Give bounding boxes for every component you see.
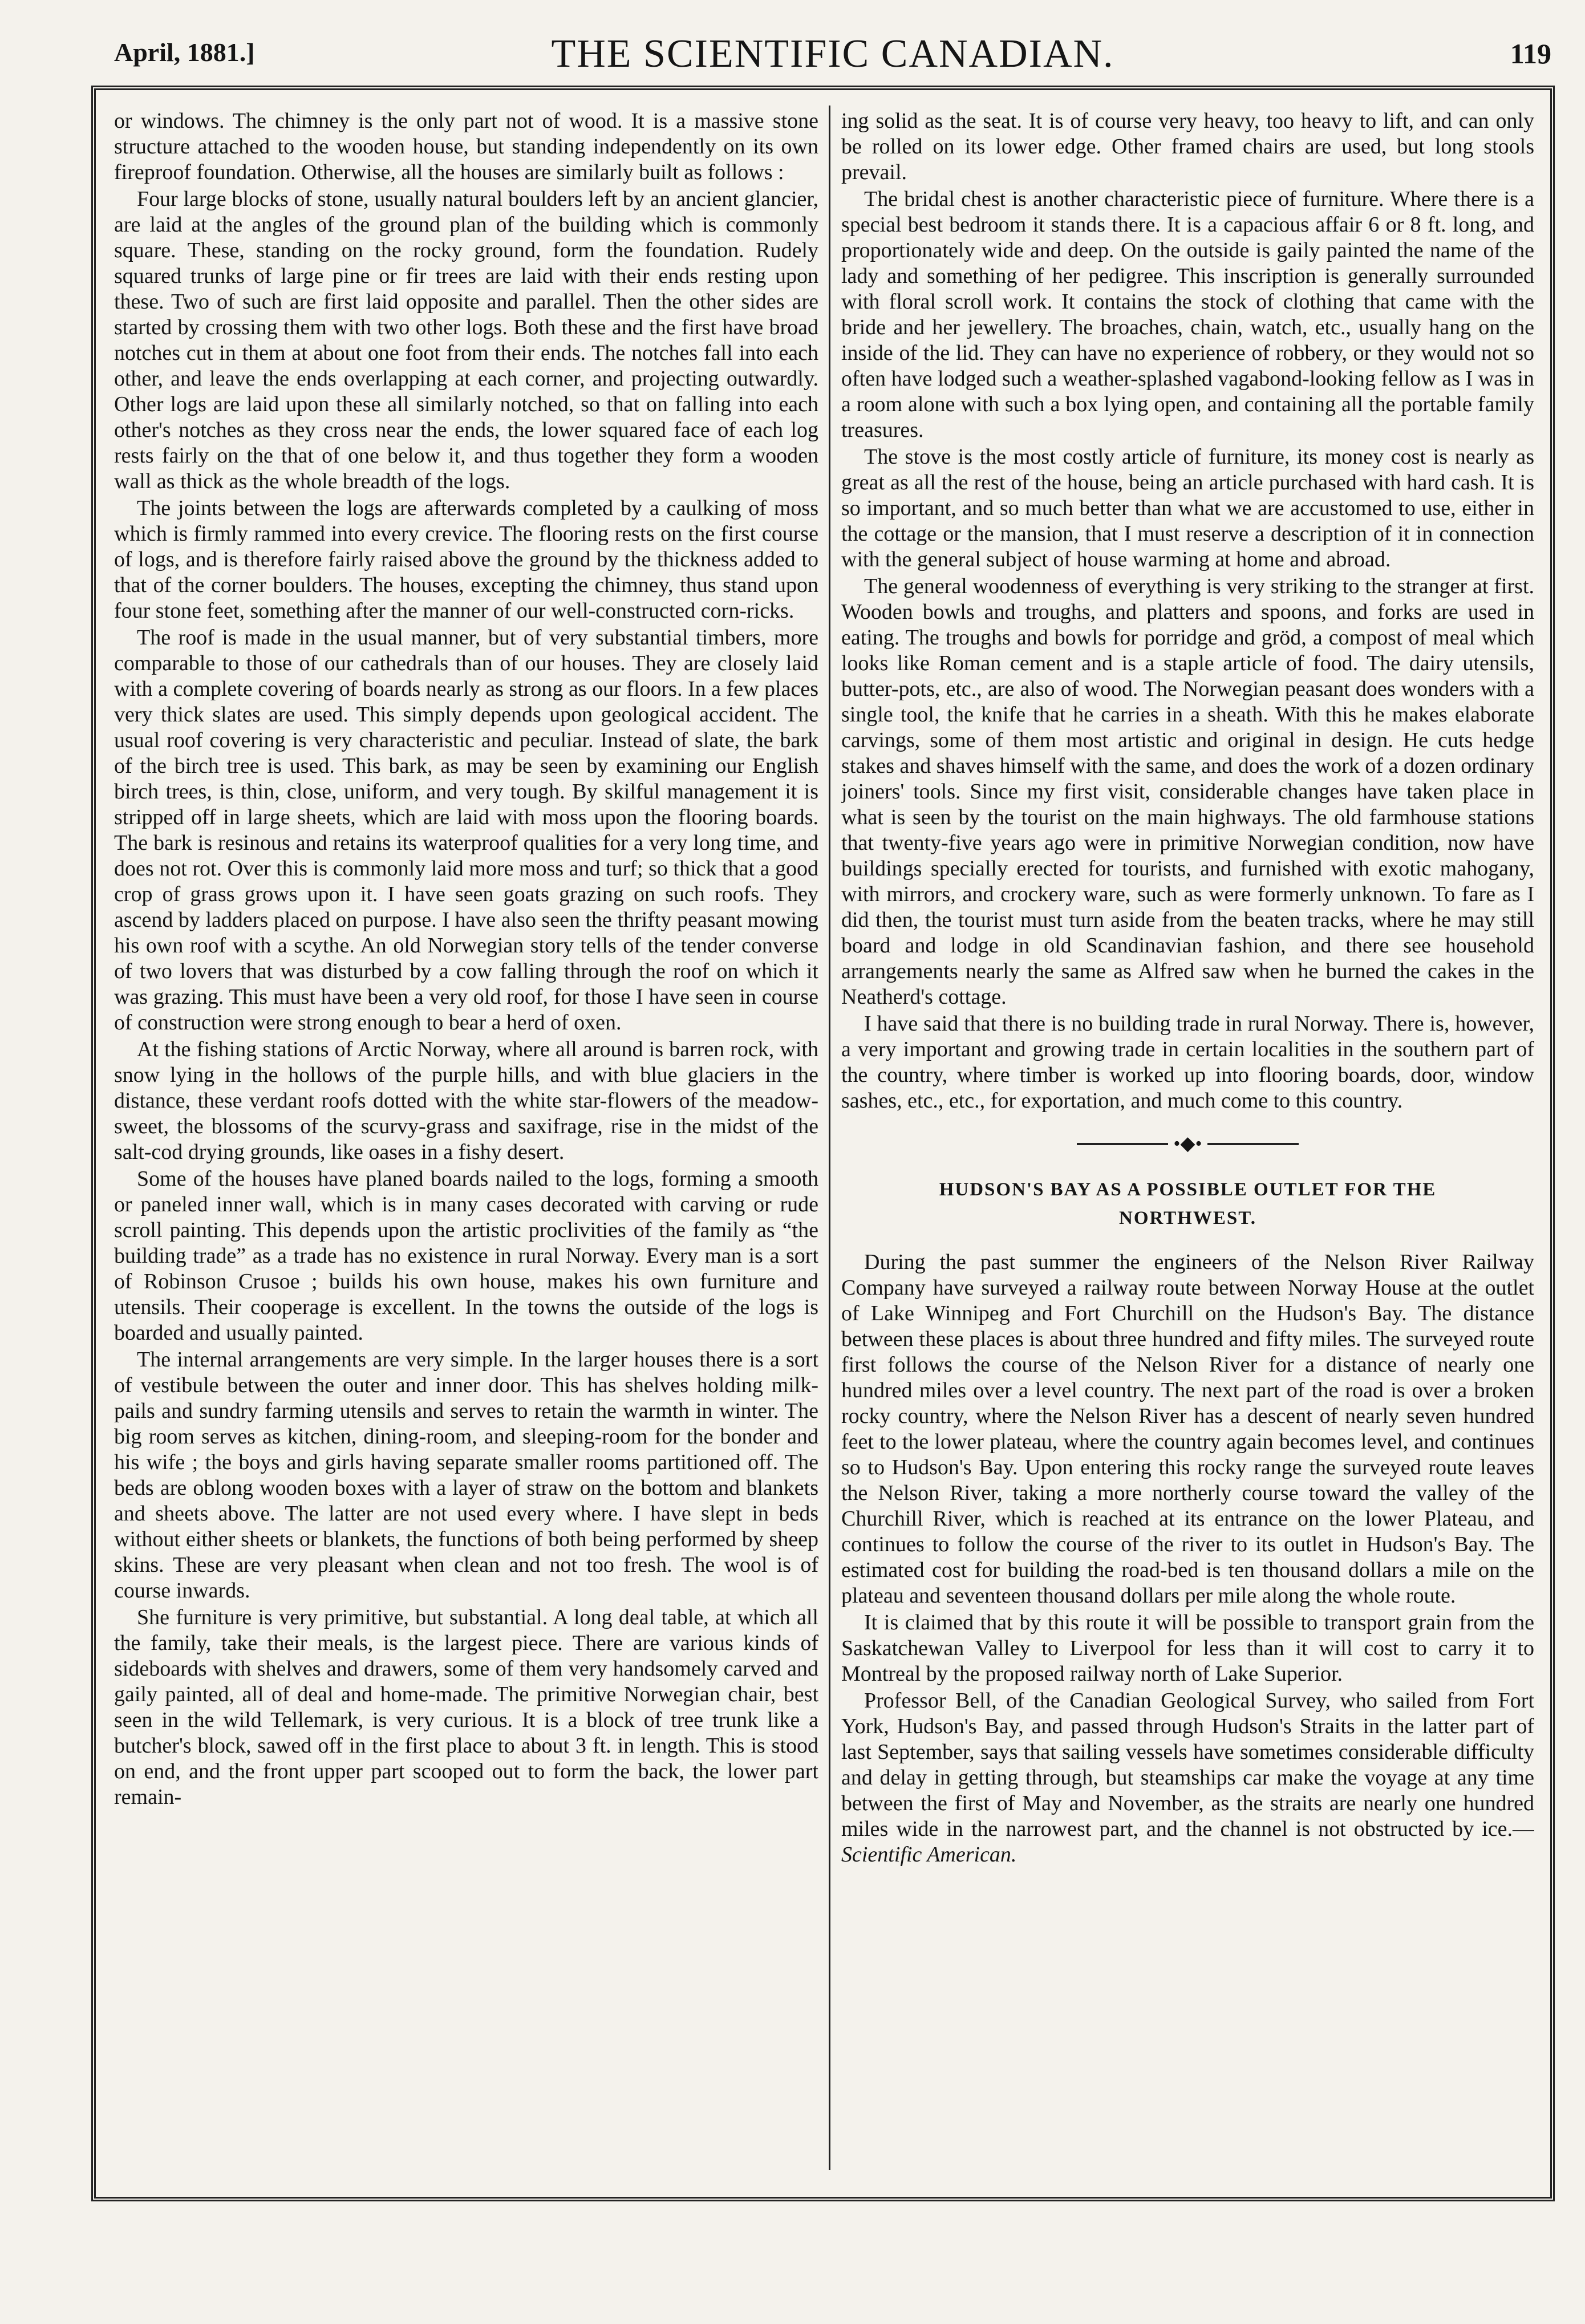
article-paragraph: It is claimed that by this route it will be possible to transport grain from the Saskatchewan Valley to Liverpool for less than it will cost to carry it to Montreal by the proposed railway north of Lake Superior.: [841, 1611, 1534, 1686]
paragraph: ing solid as the seat. It is of course very heavy, too heavy to lift, and can only be rolled on its lower edge. Other framed chairs are used, but long stools prevail.: [841, 109, 1534, 184]
publication-title: THE SCIENTIFIC CANADIAN.: [551, 32, 1114, 76]
paragraph: At the fishing stations of Arctic Norway, where all around is barren rock, with snow lying in the hollows of the purple hills, and with blue glaciers in the distance, these verdant roofs dotted with the white star-flowers of the meadow-sweet, the blossoms of the scurvy-grass and saxifrage, rise in the midst of the salt-cod drying grounds, like oases in a fishy desert.: [114, 1037, 818, 1164]
column-divider: [829, 106, 830, 2170]
article-paragraph: During the past summer the engineers of the Nelson River Railway Company have surveyed a railway route between Norway House at the outlet of Lake Winnipeg and Fort Churchill on the Hudson's Bay. The distance between these places is about three hundred and fifty miles. The surveyed route first follows the course of the Nelson River for a distance of nearly one hundred miles over a level country. The next part of the road is over a broken rocky country, where the Nelson River has a descent of nearly seven hundred feet to the lower plateau, where the country again becomes level, and continues so to Hudson's Bay. Upon entering this rocky range the surveyed route leaves the Nelson River, taking a more northerly course toward the valley of the Churchill River, which is reached at its entrance on the lower Plateau, and continues to follow the course of the river to its outlet in Hudson's Bay. The estimated cost for building the road-bed is ten thousand dollars a mile on the plateau and seventeen thousand dollars per mile along the whole route.: [841, 1250, 1534, 1608]
paragraph: The stove is the most costly article of furniture, its money cost is nearly as great as all the rest of the house, being an article purchased with hard cash. It is so important, and so much better than what we are accustomed to use, either in the cottage or the mansion, that I must reserve a description of it in connection with the general subject of house warming at home and abroad.: [841, 445, 1534, 571]
paragraph: or windows. The chimney is the only part not of wood. It is a massive stone structure attached to the wooden house, but standing independently on its own fireproof foundation. Otherwise, all the houses are similarly built as follows :: [114, 109, 818, 184]
paragraph: She furniture is very primitive, but substantial. A long deal table, at which all the family, take their meals, is the largest piece. There are various kinds of sideboards with shelves and drawers, some of them very handsomely carved and gaily painted, all of deal and home-made. The primitive Norwegian chair, best seen in the wild Tellemark, is very curious. It is a block of tree trunk like a butcher's block, sawed off in the first place to about 3 ft. in length. This is stood on end, and the front upper part scooped out to form the back, the lower part remain-: [114, 1605, 818, 1809]
paragraph: Some of the houses have planed boards nailed to the logs, forming a smooth or paneled inner wall, which is in many cases decorated with carving or rude scroll painting. This depends upon the artistic proclivities of the family as “the building trade” as a trade has no existence in rural Norway. Every man is a sort of Robinson Crusoe ; builds his own house, makes his own furniture and utensils. Their cooperage is excellent. In the towns the outside of the logs is boarded and usually painted.: [114, 1167, 818, 1345]
section-ornament: [841, 1135, 1534, 1153]
source-credit: Scientific American.: [841, 1843, 1017, 1867]
paragraph: Four large blocks of stone, usually natural boulders left by an ancient glancier, are laid at the angles of the ground plan of the building which is commonly square. These, standing on the rocky ground, form the foundation. Rudely squared trunks of large pine or fir trees are laid with their ends resting upon these. Two of such are first laid opposite and parallel. Then the other sides are started by crossing them with two other logs. Both these and the first have broad notches cut in them at about one foot from their ends. The notches fall into each other, and leave the ends overlapping at each corner, and projecting outwardly. Other logs are laid upon these all similarly notched, so that on falling into each other's notches as they cross near the ends, the lower squared face of each log rests fairly on the that of one below it, and thus together they form a wooden wall as thick as the whole breadth of the logs.: [114, 187, 818, 493]
left-column: [114, 108, 818, 2139]
paragraph: The bridal chest is another characteristic piece of furniture. Where there is a special best bedroom it stands there. It is a capacious affair 6 or 8 ft. long, and proportionately wide and deep. On the outside is gaily painted the name of the lady and something of her pedigree. This inscription is generally surrounded with floral scroll work. It contains the stock of clothing that came with the bride and her jewellery. The broaches, chain, watch, etc., usually hang on the inside of the lid. They can have no experience of robbery, or they would not so often have lodged such a weather-splashed vagabond-looking fellow as I was in a room alone with such a box lying open, and containing all the portable family treasures.: [841, 187, 1534, 442]
paragraph: The internal arrangements are very simple. In the larger houses there is a sort of vestibule between the outer and inner door. This has shelves holding milk-pails and sundry farming utensils and serves to retain the warmth in winter. The big room serves as kitchen, dining-room, and sleeping-room for the bonder and his wife ; the boys and girls having separate smaller rooms partitioned off. The beds are oblong wooden boxes with a layer of straw on the bottom and blankets and sheets above. The latter are not used every where. I have slept in beds without either sheets or blankets, the functions of both being performed by sheep skins. These are very pleasant when clean and not too fresh. The wool is of course inwards.: [114, 1348, 818, 1603]
page-number: 119: [1510, 38, 1551, 70]
paragraph: The general woodenness of everything is very striking to the stranger at first. Wooden bowls and troughs, and platters and spoons, and forks are used in eating. The troughs and bowls for porridge and gröd, a compost of meal which looks like Roman cement and is a staple article of food. The dairy utensils, butter-pots, etc., are also of wood. The Norwegian peasant does wonders with a single tool, the knife that he carries in a sheath. With this he makes elaborate carvings, some of them most artistic and original in design. He cuts hedge stakes and shaves himself with the same, and does the work of a dozen ordinary joiners' tools. Since my first visit, considerable changes have taken place in what is seen by the tourist on the main highways. The old farmhouse stations that twenty-five years ago were in primitive Norwegian condition, now have buildings specially erected for tourists, and furnished with exotic mahogany, with mirrors, and crockery ware, such as were formerly unknown. To fare as I did then, the tourist must turn aside from the beaten tracks, where he may still board and lodge in old Scandinavian fashion, and there see household arrangements nearly the same as Alfred saw when he burned the cakes in the Neatherd's cottage.: [841, 574, 1534, 1009]
ornament-rule-left: [1077, 1143, 1168, 1145]
paragraph: The joints between the logs are afterwards completed by a caulking of moss which is firmly rammed into every crevice. The flooring rests on the first course of logs, and is therefore fairly raised above the ground by the thickness added to that of the corner boulders. The houses, excepting the chimney, thus stand upon four stone feet, something after the manner of our well-constructed corn-ricks.: [114, 496, 818, 623]
headline-line-1: HUDSON'S BAY AS A POSSIBLE OUTLET FOR THE: [939, 1179, 1437, 1200]
article-headline: [864, 1175, 1511, 1232]
ornament-diamond-icon: •◆•: [1173, 1133, 1202, 1154]
article-paragraph-text: Professor Bell, of the Canadian Geological Survey, who sailed from Fort York, Hudson's Bay, and passed through Hudson's Straits in the latter part of last September, says that sailing vessels have sometimes considerable difficulty and delay in getting through, but steamships car make the voyage at any time between the first of May and November, as the straits are nearly one hundred miles wide in the narrowest part, and the channel is not obstructed by ice.—: [841, 1689, 1534, 1841]
paragraph: The roof is made in the usual manner, but of very substantial timbers, more comparable to those of our cathedrals than of our houses. They are closely laid with a complete covering of boards nearly as strong as our floors. In a few places very thick slates are used. This simply depends upon geological accident. The usual roof covering is very characteristic and peculiar. Instead of slate, the bark of the birch tree is used. This bark, as may be seen by examining our English birch trees, is thin, close, uniform, and very tough. By skilful management it is stripped off in large sheets, which are laid with moss upon the flooring boards. The bark is resinous and retains its waterproof qualities for a very long time, and does not rot. Over this is commonly laid more moss and turf; so thick that a good crop of grass grows upon it. I have seen goats grazing on such roofs. They ascend by ladders placed on purpose. I have also seen the thrifty peasant mowing his own roof with a scythe. An old Norwegian story tells of the tender converse of two lovers that was disturbed by a cow falling through the roof on which it was grazing. This must have been a very old roof, for those I have seen in course of construction were strong enough to bear a herd of oxen.: [114, 626, 818, 1035]
issue-date: April, 1881.]: [114, 38, 255, 67]
ornament-rule-right: [1207, 1143, 1299, 1145]
article-paragraph: [841, 1688, 1534, 1868]
paragraph: I have said that there is no building trade in rural Norway. There is, however, a very important and growing trade in certain localities in the southern part of the country, where timber is worked up into flooring boards, door, window sashes, etc., etc., for exportation, and much come to this country.: [841, 1012, 1534, 1113]
running-head: [114, 31, 1551, 83]
headline-line-2: NORTHWEST.: [1118, 1208, 1257, 1228]
right-column: [841, 108, 1534, 2139]
